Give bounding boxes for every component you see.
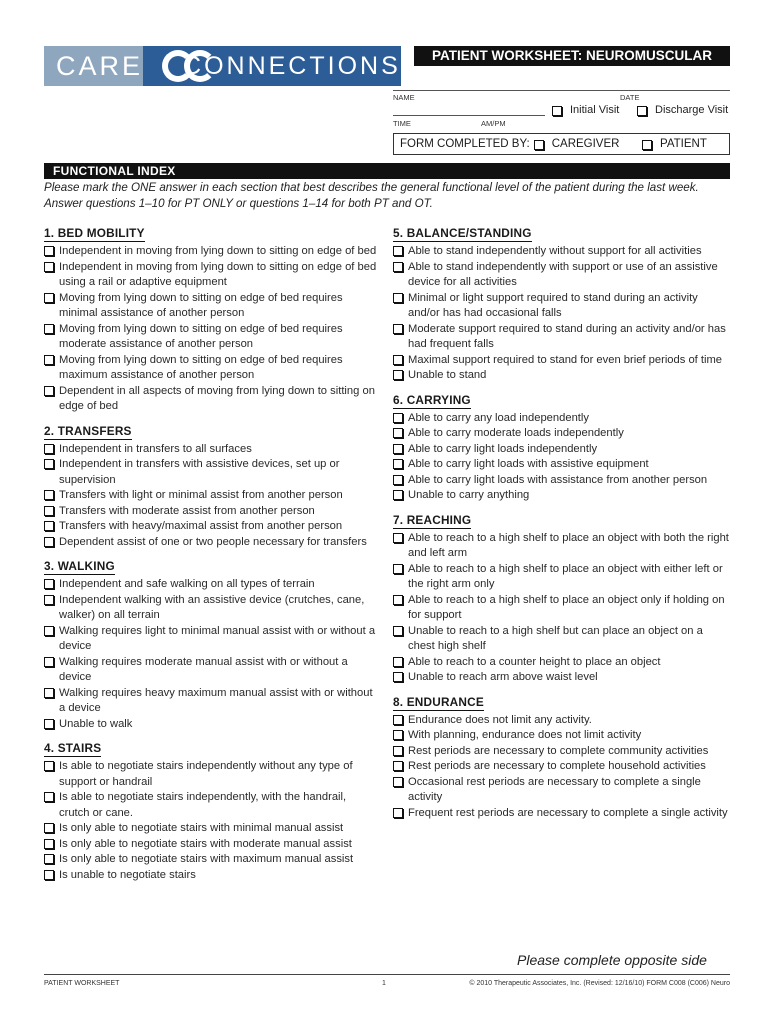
answer-text: Independent and safe walking on all types of terrain <box>59 578 315 590</box>
answer-checkbox[interactable] <box>393 370 403 380</box>
answer-checkbox[interactable] <box>393 626 403 636</box>
answer-option[interactable] <box>393 353 730 369</box>
answer-text: Dependent in all aspects of moving from lying down to sitting on edge of bed <box>59 384 375 412</box>
answer-text: Unable to carry anything <box>408 489 530 501</box>
answer-option[interactable] <box>393 426 730 442</box>
answer-text: Occasional rest periods are necessary to complete a single activity <box>408 775 701 803</box>
initial-visit-option[interactable] <box>552 104 619 116</box>
answer-checkbox[interactable] <box>44 521 54 531</box>
answer-text: Maximal support required to stand for even brief periods of time <box>408 353 723 366</box>
answer-option[interactable] <box>393 442 730 458</box>
answer-option[interactable] <box>393 411 730 427</box>
answer-option[interactable] <box>44 624 379 655</box>
answer-text: Is only able to negotiate stairs with maximum manual assist <box>59 853 354 865</box>
discharge-visit-checkbox[interactable] <box>637 106 647 116</box>
answer-option[interactable] <box>393 473 730 489</box>
answer-checkbox[interactable] <box>393 564 403 574</box>
answer-option[interactable] <box>44 759 379 790</box>
answer-option[interactable] <box>393 593 730 624</box>
caregiver-option[interactable] <box>534 138 620 150</box>
answer-text: Is unable to negotiate stairs <box>59 868 196 881</box>
answer-option[interactable] <box>44 790 379 821</box>
answer-checkbox[interactable] <box>393 672 403 682</box>
answer-checkbox[interactable] <box>44 459 54 469</box>
answer-option[interactable] <box>44 655 379 686</box>
answer-checkbox[interactable] <box>44 506 54 516</box>
answer-option[interactable] <box>393 457 730 473</box>
logo-care-text: CARE <box>44 46 143 86</box>
answer-option[interactable] <box>44 535 379 551</box>
answer-checkbox[interactable] <box>44 246 54 256</box>
answer-checkbox[interactable] <box>44 262 54 272</box>
answer-text: Rest periods are necessary to complete household activities <box>408 760 706 772</box>
answer-checkbox[interactable] <box>44 719 54 729</box>
answer-checkbox[interactable] <box>44 870 54 880</box>
answer-text: Moving from lying down to sitting on edge of bed requires moderate assistance of another person <box>59 322 343 350</box>
answer-checkbox[interactable] <box>44 761 54 771</box>
answer-checkbox[interactable] <box>393 808 403 818</box>
patient-option[interactable] <box>642 138 707 150</box>
answer-checkbox[interactable] <box>44 444 54 454</box>
answer-text: Is only able to negotiate stairs with minimal manual assist <box>59 822 344 834</box>
answer-text: Able to reach to a high shelf to place an object only if holding on for support <box>408 593 725 621</box>
section-title: 7. REACHING <box>393 512 472 527</box>
patient-checkbox[interactable] <box>642 140 652 150</box>
section-title: 5. BALANCE/STANDING <box>393 226 532 240</box>
answer-option[interactable] <box>393 368 730 384</box>
answer-option[interactable] <box>393 624 730 655</box>
answer-option[interactable] <box>393 488 730 504</box>
answer-checkbox[interactable] <box>393 262 403 272</box>
form-completed-by-label: FORM COMPLETED BY: <box>400 138 530 150</box>
answer-option[interactable] <box>44 322 379 353</box>
answer-checkbox[interactable] <box>44 657 54 667</box>
answer-checkbox[interactable] <box>44 293 54 303</box>
question-section <box>44 739 379 883</box>
answer-option[interactable] <box>44 442 379 458</box>
footer-page-number: 1 <box>382 980 386 987</box>
question-section <box>393 391 730 504</box>
answer-option[interactable] <box>393 531 730 562</box>
answer-text: Endurance does not limit any activity. <box>408 713 592 726</box>
answer-option[interactable] <box>393 244 730 260</box>
answer-text: Unable to walk <box>59 717 133 730</box>
logo-ring-icon <box>184 50 216 82</box>
answer-checkbox[interactable] <box>44 324 54 334</box>
answer-option[interactable] <box>44 593 379 624</box>
answer-text: Moderate support required to stand during an activity and/or has had frequent falls <box>408 322 726 350</box>
discharge-visit-label: Discharge Visit <box>655 104 729 116</box>
answer-text: Independent in transfers with assistive devices, set up or supervision <box>59 458 340 486</box>
patient-label: PATIENT <box>660 138 707 150</box>
answer-checkbox[interactable] <box>393 459 403 469</box>
answer-option[interactable] <box>393 655 730 671</box>
form-completed-by-box <box>393 133 730 155</box>
question-section <box>393 693 730 822</box>
answer-option[interactable] <box>44 852 379 868</box>
ampm-label: AM/PM <box>481 119 506 128</box>
answer-option[interactable] <box>44 717 379 733</box>
answer-option[interactable] <box>393 775 730 806</box>
answer-option[interactable] <box>44 504 379 520</box>
answer-text: Able to carry light loads independently <box>408 442 598 455</box>
answer-option[interactable] <box>44 384 379 415</box>
section-title: 4. STAIRS <box>44 741 102 755</box>
answer-checkbox[interactable] <box>44 579 54 589</box>
care-connections-logo <box>44 46 401 86</box>
answer-option[interactable] <box>393 670 730 686</box>
answer-text: Walking requires moderate manual assist with or without a device <box>59 655 348 683</box>
answer-checkbox[interactable] <box>44 823 54 833</box>
section-title: 2. TRANSFERS <box>44 423 132 438</box>
answer-option[interactable] <box>44 577 379 593</box>
answer-option[interactable] <box>44 837 379 853</box>
answer-text: Able to stand independently with support or use of an assistive device for all activities <box>408 260 718 288</box>
answer-checkbox[interactable] <box>393 490 403 500</box>
answer-option[interactable] <box>44 457 379 488</box>
footer-copyright: © 2010 Therapeutic Associates, Inc. (Revised: 12/16/10) FORM C008 (C006) Neuro <box>469 980 730 987</box>
answer-checkbox[interactable] <box>44 688 54 698</box>
discharge-visit-option[interactable] <box>637 104 728 116</box>
answer-option[interactable] <box>44 291 379 322</box>
answer-option[interactable] <box>44 519 379 535</box>
worksheet-title: PATIENT WORKSHEET: NEUROMUSCULAR <box>414 46 730 66</box>
answer-option[interactable] <box>393 291 730 322</box>
footer-rule <box>44 974 730 975</box>
answer-text: Rest periods are necessary to complete community activities <box>408 744 709 757</box>
answer-checkbox[interactable] <box>393 730 403 740</box>
initial-visit-checkbox[interactable] <box>552 106 562 116</box>
answer-option[interactable] <box>44 686 379 717</box>
section-title: 1. BED MOBILITY <box>44 226 145 240</box>
footer-left: PATIENT WORKSHEET <box>44 980 120 987</box>
right-column <box>393 224 730 828</box>
answer-text: Moving from lying down to sitting on edge of bed requires minimal assistance of another person <box>59 291 343 319</box>
left-column <box>44 224 379 890</box>
answer-checkbox[interactable] <box>44 792 54 802</box>
answer-text: Dependent assist of one or two people necessary for transfers <box>59 535 367 548</box>
answer-checkbox[interactable] <box>393 428 403 438</box>
answer-text: Moving from lying down to sitting on edge of bed requires maximum assistance of another person <box>59 353 343 381</box>
initial-visit-label: Initial Visit <box>570 104 620 116</box>
answer-checkbox[interactable] <box>44 595 54 605</box>
name-field[interactable] <box>393 115 545 116</box>
answer-option[interactable] <box>393 260 730 291</box>
answer-text: Independent in moving from lying down to sitting on edge of bed <box>59 245 377 257</box>
answer-checkbox[interactable] <box>393 746 403 756</box>
functional-index-instructions: Please mark the ONE answer in each section that best describes the general functional level of the patient during the last week. Answer questions 1–10 for PT ONLY or questions 1–14 for both PT and OT. <box>44 181 699 210</box>
answer-checkbox[interactable] <box>44 355 54 365</box>
logo-connections-text: CONNECTIONS <box>143 46 401 86</box>
answer-text: Is able to negotiate stairs independently, with the handrail, crutch or cane. <box>59 791 347 819</box>
answer-text: Transfers with heavy/maximal assist from another person <box>59 520 343 532</box>
answer-checkbox[interactable] <box>44 490 54 500</box>
answer-option[interactable] <box>44 868 379 884</box>
answer-checkbox[interactable] <box>393 355 403 365</box>
answer-text: Frequent rest periods are necessary to complete a single activity <box>408 806 728 819</box>
answer-option[interactable] <box>44 260 379 291</box>
answer-option[interactable] <box>44 353 379 384</box>
answer-checkbox[interactable] <box>44 626 54 636</box>
answer-option[interactable] <box>393 806 730 822</box>
question-section <box>393 511 730 686</box>
answer-checkbox[interactable] <box>393 324 403 334</box>
question-section <box>44 224 379 415</box>
answer-option[interactable] <box>393 759 730 775</box>
answer-text: Able to reach to a high shelf to place an object with both the right and left arm <box>408 531 729 559</box>
answer-checkbox[interactable] <box>393 246 403 256</box>
answer-checkbox[interactable] <box>393 413 403 423</box>
answer-option[interactable] <box>393 713 730 729</box>
answer-checkbox[interactable] <box>44 839 54 849</box>
answer-checkbox[interactable] <box>44 537 54 547</box>
header-top-rule <box>393 90 730 91</box>
answer-text: Unable to stand <box>408 369 487 381</box>
answer-text: Able to stand independently without support for all activities <box>408 245 702 257</box>
answer-checkbox[interactable] <box>393 533 403 543</box>
answer-text: Able to carry any load independently <box>408 411 589 424</box>
section-title: 8. ENDURANCE <box>393 694 484 709</box>
answer-option[interactable] <box>44 244 379 260</box>
answer-checkbox[interactable] <box>393 657 403 667</box>
answer-checkbox[interactable] <box>393 444 403 454</box>
name-label: NAME <box>393 93 415 102</box>
answer-text: Minimal or light support required to stand during an activity and/or has had occasional falls <box>408 291 698 319</box>
caregiver-checkbox[interactable] <box>534 140 544 150</box>
time-label: TIME <box>393 119 411 128</box>
answer-option[interactable] <box>393 744 730 760</box>
date-label: DATE <box>620 93 640 102</box>
answer-checkbox[interactable] <box>44 854 54 864</box>
answer-checkbox[interactable] <box>393 777 403 787</box>
answer-text: With planning, endurance does not limit activity <box>408 729 642 741</box>
answer-text: Unable to reach to a high shelf but can place an object on a chest high shelf <box>408 624 703 652</box>
answer-text: Able to carry moderate loads independently <box>408 427 624 439</box>
answer-checkbox[interactable] <box>44 386 54 396</box>
answer-text: Unable to reach arm above waist level <box>408 671 598 683</box>
answer-checkbox[interactable] <box>393 715 403 725</box>
question-section <box>44 557 379 732</box>
answer-checkbox[interactable] <box>393 293 403 303</box>
answer-option[interactable] <box>393 322 730 353</box>
caregiver-label: CAREGIVER <box>551 138 620 150</box>
answer-text: Able to reach to a high shelf to place an object with either left or the right arm only <box>408 562 723 590</box>
answer-text: Able to carry light loads with assistance from another person <box>408 473 708 486</box>
section-title: 6. CARRYING <box>393 392 471 407</box>
question-section <box>44 422 379 551</box>
functional-index-title: FUNCTIONAL INDEX <box>44 163 730 179</box>
answer-checkbox[interactable] <box>393 761 403 771</box>
answer-text: Transfers with moderate assist from another person <box>59 504 315 517</box>
answer-option[interactable] <box>44 821 379 837</box>
answer-text: Walking requires heavy maximum manual assist with or without a device <box>59 686 373 714</box>
section-title: 3. WALKING <box>44 559 115 573</box>
answer-checkbox[interactable] <box>393 475 403 485</box>
question-section <box>393 224 730 384</box>
answer-text: Able to reach to a counter height to place an object <box>408 655 661 668</box>
answer-option[interactable] <box>393 562 730 593</box>
answer-text: Transfers with light or minimal assist from another person <box>59 489 343 501</box>
answer-text: Is able to negotiate stairs independently without any type of support or handrail <box>59 760 353 788</box>
answer-text: Walking requires light to minimal manual assist with or without a device <box>59 624 376 652</box>
answer-text: Independent walking with an assistive device (crutches, cane, walker) on all terrain <box>59 593 365 621</box>
answer-option[interactable] <box>44 488 379 504</box>
answer-text: Is only able to negotiate stairs with moderate manual assist <box>59 837 352 850</box>
answer-text: Independent in transfers to all surfaces <box>59 442 252 455</box>
answer-option[interactable] <box>393 728 730 744</box>
opposite-side-note: Please complete opposite side <box>517 952 707 968</box>
answer-checkbox[interactable] <box>393 595 403 605</box>
answer-text: Able to carry light loads with assistive equipment <box>408 458 649 470</box>
answer-text: Independent in moving from lying down to sitting on edge of bed using a rail or adaptive equipment <box>59 260 377 288</box>
